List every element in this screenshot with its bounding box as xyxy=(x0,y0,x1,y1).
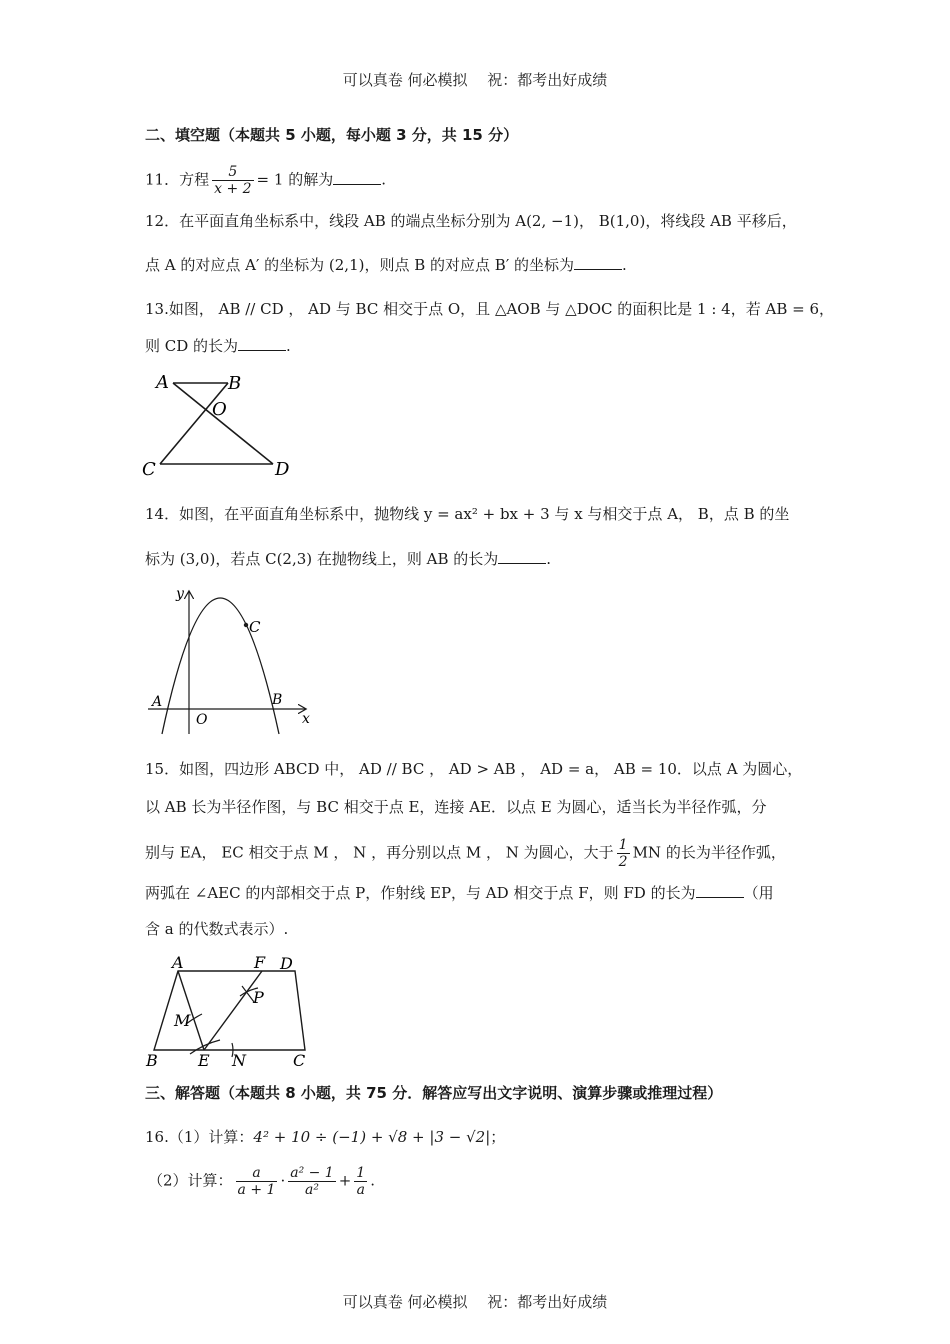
q11-fraction-numerator: 5 xyxy=(212,164,253,181)
question-11 xyxy=(145,164,386,197)
q15-label-e: E xyxy=(198,1051,210,1070)
question-15-line-5: 含 a 的代数式表示）. xyxy=(145,920,289,938)
q14-answer-blank[interactable] xyxy=(498,549,546,564)
q15-label-a: A xyxy=(172,953,184,972)
q13-label-a: A xyxy=(156,372,169,393)
q16-plus: + xyxy=(338,1171,352,1190)
q16-fraction-3-numerator: 1 xyxy=(356,1165,366,1181)
q16-fraction-1-denominator: a + 1 xyxy=(237,1182,276,1198)
q16-part-1-label: 16.（1）计算： xyxy=(145,1128,254,1146)
q11-end: . xyxy=(381,170,386,189)
q12-answer-blank[interactable] xyxy=(574,255,622,270)
question-13-line-2 xyxy=(145,335,291,357)
q16-fraction-3 xyxy=(354,1165,367,1198)
section-2-title: 二、填空题（本题共 5 小题，每小题 3 分，共 15 分） xyxy=(145,126,519,144)
q14-label-y: y xyxy=(176,586,184,602)
q16-fraction-1-numerator: a xyxy=(236,1165,278,1182)
q11-fraction-denominator: x + 2 xyxy=(214,181,252,197)
q13-segment-ad xyxy=(173,383,273,464)
q15-label-d: D xyxy=(280,954,293,973)
q14-label-c: C xyxy=(249,618,261,636)
q11-prefix: 方程 xyxy=(179,170,210,189)
q13-label-d: D xyxy=(275,459,290,480)
q13-segment-bc xyxy=(160,383,228,464)
q16-dot: · xyxy=(280,1171,286,1190)
q16-fraction-2 xyxy=(288,1165,336,1198)
q15-figure xyxy=(140,952,320,1070)
q13-label-o: O xyxy=(212,399,227,420)
q11-number: 11． xyxy=(145,170,180,189)
q15-label-p: P xyxy=(253,988,264,1007)
question-15-line-4 xyxy=(145,882,774,904)
page-header: 可以真卷 何必模拟 祝：都考出好成绩 xyxy=(342,71,608,89)
q11-equation: = 1 的解为 xyxy=(256,170,334,189)
q12-end: . xyxy=(622,256,627,274)
question-15-line-2: 以 AB 长为半径作图，与 BC 相交于点 E，连接 AE．以点 E 为圆心，适当长为半径作弧，分 xyxy=(145,798,767,816)
q13-answer-blank[interactable] xyxy=(238,336,286,351)
section-3-title: 三、解答题（本题共 8 小题，共 75 分．解答应写出文字说明、演算步骤或推理过程） xyxy=(145,1084,723,1102)
q15-label-c: C xyxy=(293,1051,306,1070)
q16-fraction-1 xyxy=(236,1165,278,1198)
q15-line-4-prefix: 两弧在 ∠AEC 的内部相交于点 P，作射线 EP，与 AD 相交于点 F，则 FD 的长为 xyxy=(145,884,696,902)
q11-fraction xyxy=(212,164,253,197)
q14-label-x: x xyxy=(302,711,310,727)
q15-label-m: M xyxy=(174,1011,191,1030)
q14-label-a: A xyxy=(152,694,163,710)
question-14-line-1: 14．如图，在平面直角坐标系中，抛物线 y = ax² + bx + 3 与 x 与相交于点 A， B，点 B 的坐 xyxy=(145,505,790,523)
q14-label-o: O xyxy=(196,712,208,728)
q13-text: 则 CD 的长为 xyxy=(145,337,239,355)
question-16-part-1 xyxy=(145,1126,505,1148)
q15-line-4-suffix: （用 xyxy=(743,884,774,902)
q16-part-2-label: （2）计算： xyxy=(148,1171,233,1190)
q15-answer-blank[interactable] xyxy=(696,883,744,898)
q15-ray-ep xyxy=(204,971,262,1050)
q12-text: 点 A 的对应点 A′ 的坐标为 (2,1)，则点 B 的对应点 B′ 的坐标为 xyxy=(145,256,574,274)
q15-fraction xyxy=(617,837,630,870)
q16-part-2-end: . xyxy=(370,1171,375,1190)
q14-label-b: B xyxy=(272,692,283,708)
q16-fraction-3-denominator: a xyxy=(356,1182,365,1198)
q15-line-3-suffix: MN 的长为半径作弧， xyxy=(632,843,786,862)
q13-label-b: B xyxy=(228,373,242,394)
q14-point-c xyxy=(244,623,248,627)
question-16-part-2 xyxy=(148,1165,375,1198)
question-14-line-2 xyxy=(145,548,551,570)
page-footer: 可以真卷 何必模拟 祝：都考出好成绩 xyxy=(342,1293,608,1311)
q16-fraction-2-denominator: a² xyxy=(304,1182,319,1198)
q15-label-b: B xyxy=(146,1051,158,1070)
question-15-line-1: 15．如图，四边形 ABCD 中， AD // BC ， AD > AB ， AD = a， AB = 10．以点 A 为圆心， xyxy=(145,760,803,778)
q15-label-n: N xyxy=(232,1051,246,1070)
q14-text: 标为 (3,0)，若点 C(2,3) 在抛物线上，则 AB 的长为 xyxy=(145,550,499,568)
q15-fraction-numerator: 1 xyxy=(618,837,628,853)
q13-figure xyxy=(140,368,300,480)
question-15-line-3 xyxy=(145,837,786,870)
q13-end: . xyxy=(286,337,291,355)
q13-label-c: C xyxy=(142,459,156,480)
q16-part-1-expression: 4² + 10 ÷ (−1) + √8 + |3 − √2| xyxy=(253,1128,491,1146)
q14-parabola xyxy=(162,598,279,734)
q16-fraction-2-numerator: a² − 1 xyxy=(290,1165,334,1181)
q15-line-3-prefix: 别与 EA， EC 相交于点 M ， N ，再分别以点 M ， N 为圆心，大于 xyxy=(145,843,614,862)
question-12-line-2 xyxy=(145,254,627,276)
q11-answer-blank[interactable] xyxy=(333,170,381,185)
q16-part-1-end: ； xyxy=(490,1128,506,1146)
q15-fraction-denominator: 2 xyxy=(618,854,628,870)
question-13-line-1: 13.如图， AB // CD ， AD 与 BC 相交于点 O，且 △AOB 与 △DOC 的面积比是 1 : 4，若 AB = 6， xyxy=(145,300,834,318)
q14-end: . xyxy=(546,550,552,568)
question-12-line-1: 12．在平面直角坐标系中，线段 AB 的端点坐标分别为 A(2, −1)， B(1,0)，将线段 AB 平移后， xyxy=(145,212,797,230)
q14-figure xyxy=(140,582,325,740)
q15-label-f: F xyxy=(254,953,266,972)
